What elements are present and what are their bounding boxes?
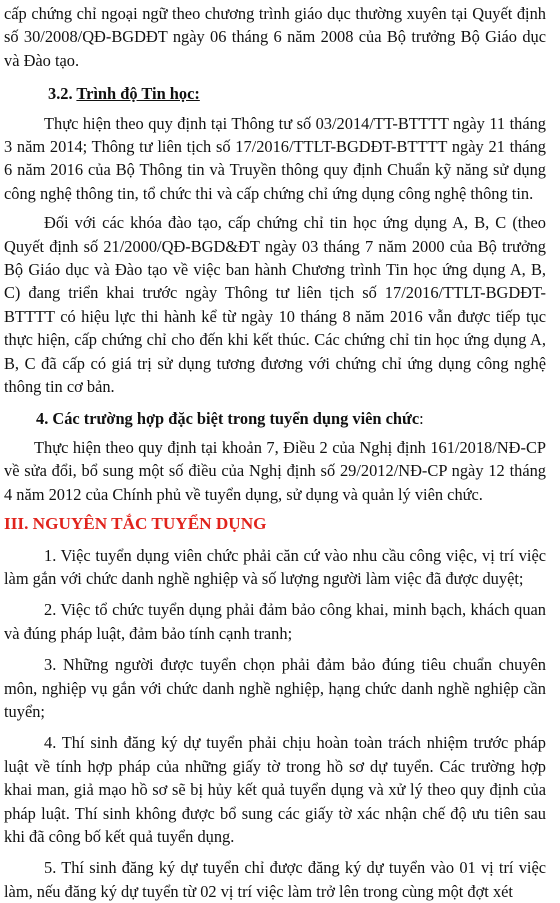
principle-item-4: 4. Thí sinh đăng ký dự tuyển phải chịu hoàn toàn trách nhiệm trước pháp luật về tính hợp pháp của những giấy tờ trong hồ sơ dự tuyển. Các trường hợp khai man, giả mạo hồ sơ sẽ bị hủy kết quả tuyển dụng và xử lý theo quy định của pháp luật. Thí sinh không được bổ sung các giấy tờ xác nhận chế độ ưu tiên sau khi đã công bố kết quả tuyển dụng. [4, 733, 546, 846]
section-III-heading: III. NGUYÊN TẮC TUYỂN DỤNG [4, 514, 267, 534]
section-3-2-paragraph-2: Đối với các khóa đào tạo, cấp chứng chỉ tin học ứng dụng A, B, C (theo Quyết định số 21/2000/QĐ-BGD&ĐT ngày 03 tháng 7 năm 2000 của Bộ trưởng Bộ Giáo dục và Đào tạo về việc ban hành Chương trình Tin học ứng dụng A, B, C) đang triển khai trước ngày Thông tư liên tịch số 17/2016/TTLT-BGDĐT-BTTTT có hiệu lực thi hành kể từ ngày 10 tháng 8 năm 2016 vẫn được tiếp tục thực hiện, cấp chứng chỉ cho đến khi kết thúc. Các chứng chỉ tin học ứng dụng A, B, C đã cấp có giá trị sử dụng tương đương với chứng chỉ ứng dụng công nghệ thông tin cơ bản. [4, 213, 546, 397]
principle-item-2: 2. Việc tổ chức tuyển dụng phải đảm bảo công khai, minh bạch, khách quan và đúng pháp luật, đảm bảo tính cạnh tranh; [4, 600, 546, 643]
section-3-2-paragraph-1: Thực hiện theo quy định tại Thông tư số 03/2014/TT-BTTTT ngày 11 tháng 3 năm 2014; Thông tư liên tịch số 17/2016/TTLT-BGDĐT-BTTTT ngày 21 tháng 6 năm 2016 của Bộ Thông tin và Truyền thông quy định Chuẩn kỹ năng sử dụng công nghệ thông tin, tổ chức thi và cấp chứng chỉ ứng dụng công nghệ thông tin. [4, 113, 546, 203]
section-3-2-title: Trình độ Tin học: [76, 84, 200, 104]
section-3-2-heading [4, 82, 546, 105]
section-4-title: 4. Các trường hợp đặc biệt trong tuyển dụng viên chức [36, 408, 420, 428]
section-4-heading [4, 407, 546, 430]
principle-item-3: 3. Những người được tuyển chọn phải đảm bảo đúng tiêu chuẩn chuyên môn, nghiệp vụ gắn với chức danh nghề nghiệp, hạng chức danh nghề nghiệp cần tuyển; [4, 655, 546, 721]
principle-item-1: 1. Việc tuyển dụng viên chức phải căn cứ vào nhu cầu công việc, vị trí việc làm gắn với chức danh nghề nghiệp và số lượng người làm việc đã được duyệt; [4, 545, 546, 588]
paragraph-continuation: cấp chứng chỉ ngoại ngữ theo chương trình giáo dục thường xuyên tại Quyết định số 30/2008/QĐ-BGDĐT ngày 06 tháng 6 năm 2008 của Bộ trưởng Bộ Giáo dục và Đào tạo. [4, 4, 546, 70]
section-4-paragraph: Thực hiện theo quy định tại khoản 7, Điều 2 của Nghị định 161/2018/NĐ-CP về sửa đổi, bổ sung một số điều của Nghị định số 29/2012/NĐ-CP ngày 12 tháng 4 năm 2012 của Chính phủ về tuyển dụng, sử dụng và quản lý viên chức. [4, 437, 546, 504]
principle-item-5: 5. Thí sinh đăng ký dự tuyển chỉ được đăng ký dự tuyển vào 01 vị trí việc làm, nếu đăng ký dự tuyển từ 02 vị trí việc làm trở lên trong cùng một đợt xét [4, 858, 546, 901]
section-3-2-number: 3.2. [48, 84, 77, 104]
section-4-colon: : [419, 408, 424, 428]
